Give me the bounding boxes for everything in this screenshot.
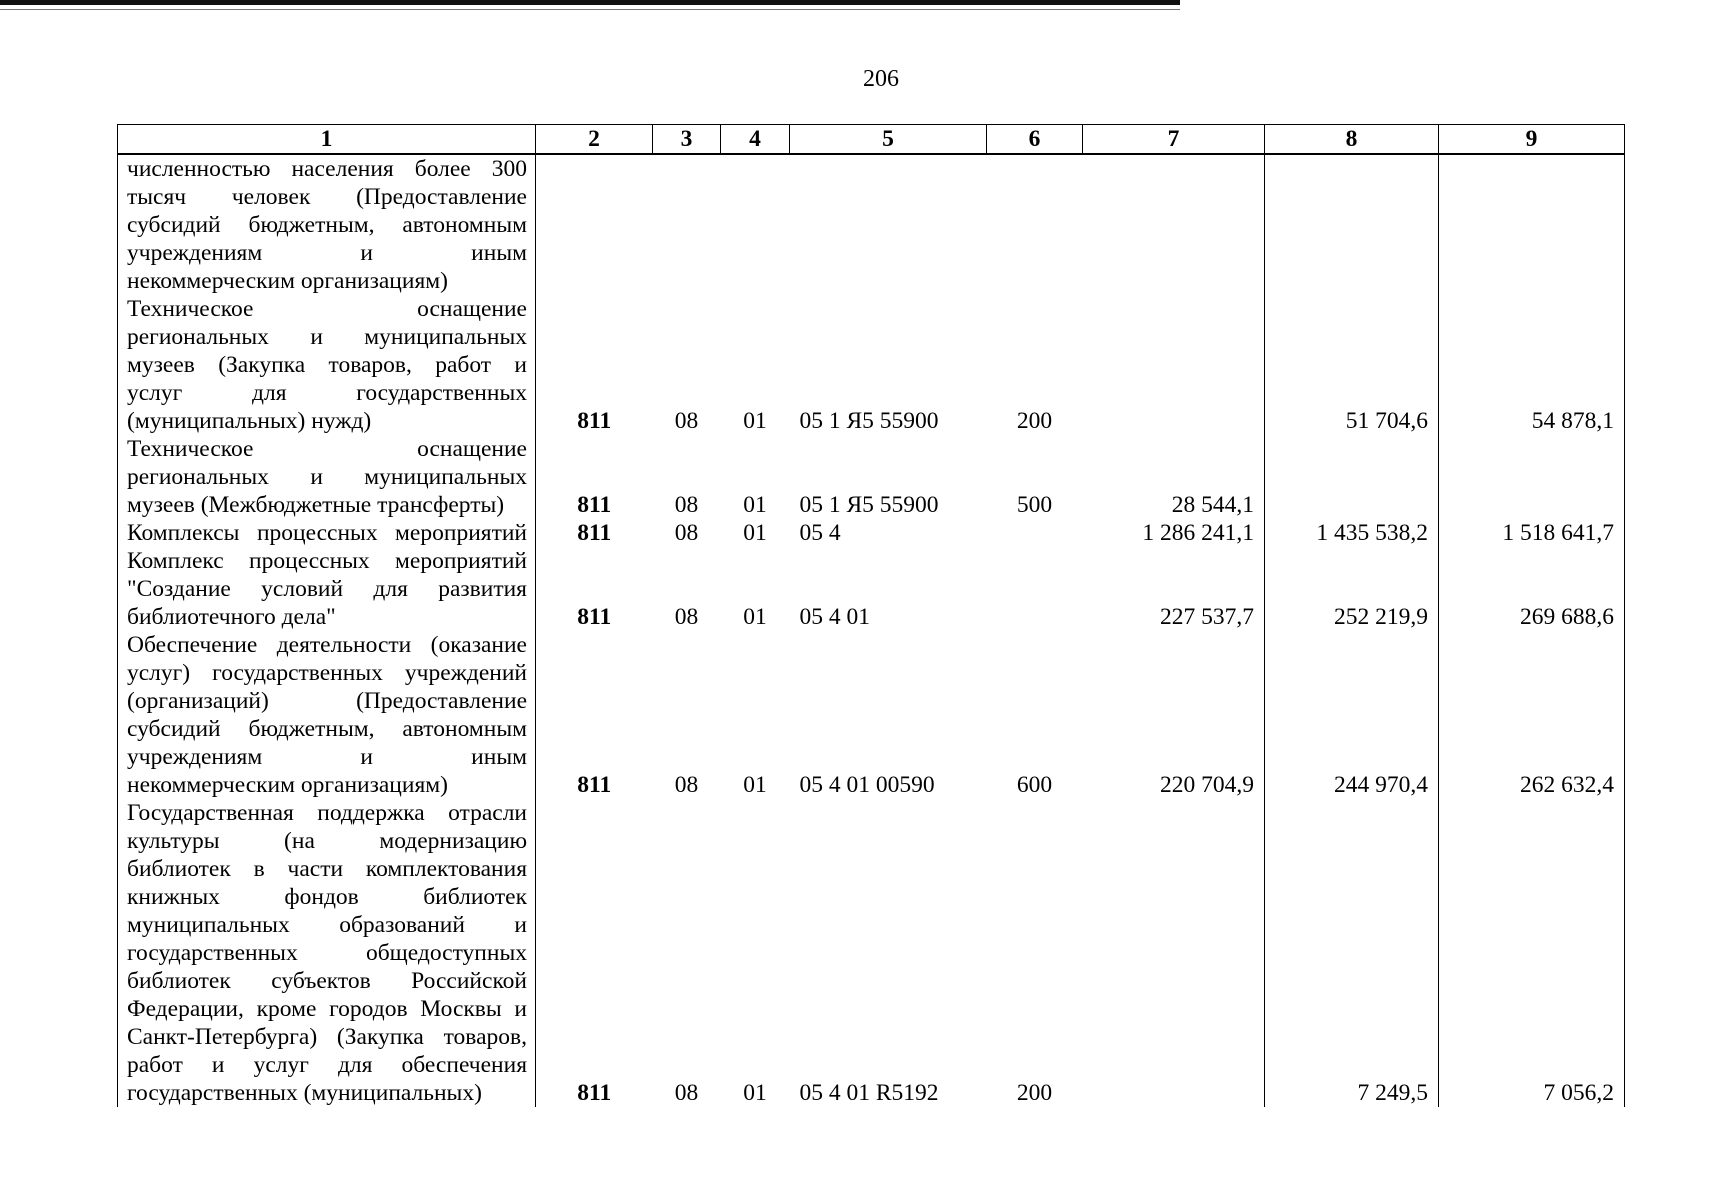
description-line: музеев (Закупка товаров, работ и — [127, 352, 527, 378]
row-description — [118, 799, 536, 1107]
row-description — [118, 631, 536, 799]
description-line: численностью населения более 300 — [127, 156, 527, 182]
description-line: работ и услуг для обеспечения — [127, 1052, 527, 1078]
description-line: некоммерческим организациям) — [127, 772, 448, 798]
amount-col8: 252 219,9 — [1265, 547, 1439, 631]
code-expense-type: 500 — [1016, 492, 1053, 518]
description-line: учреждениям и иным — [127, 240, 527, 266]
description-line: музеев (Межбюджетные трансферты) — [127, 492, 505, 518]
code-ministry: 811 — [577, 520, 612, 546]
column-header-1: 1 — [118, 125, 536, 155]
code-ministry: 811 — [577, 772, 612, 798]
amount-col8 — [1265, 154, 1439, 295]
code-subsection: 01 — [743, 408, 767, 434]
column-header-3: 3 — [653, 125, 721, 155]
code-expense-type: 200 — [1016, 408, 1053, 434]
code-section: 08 — [674, 772, 699, 798]
code-section: 08 — [674, 492, 699, 518]
column-header-2: 2 — [536, 125, 653, 155]
row-description — [118, 547, 536, 631]
description-line: (организаций) (Предоставление — [127, 688, 527, 714]
amount-col9: 7 056,2 — [1439, 799, 1625, 1107]
amount-col9: 269 688,6 — [1439, 547, 1625, 631]
table-row — [118, 154, 1625, 295]
page-number: 206 — [863, 66, 899, 92]
column-header-8: 8 — [1265, 125, 1439, 155]
code-expense-type — [987, 547, 1083, 631]
code-expense-type: 600 — [1016, 772, 1053, 798]
table-row — [118, 435, 1625, 519]
description-line: Государственная поддержка отрасли — [127, 800, 527, 826]
row-description — [118, 519, 536, 547]
amount-col7: 220 704,9 — [1083, 631, 1265, 799]
amount-col7: 1 286 241,1 — [1083, 519, 1265, 547]
code-target — [790, 154, 987, 295]
amount-col8: 7 249,5 — [1265, 799, 1439, 1107]
description-line: государственных общедоступных — [127, 940, 527, 966]
code-subsection: 01 — [743, 1080, 767, 1106]
description-line: "Создание условий для развития — [127, 576, 527, 602]
amount-col8 — [1265, 435, 1439, 519]
amount-col7 — [1083, 295, 1265, 435]
amount-col7: 227 537,7 — [1083, 547, 1265, 631]
code-expense-type: 200 — [1016, 1080, 1053, 1106]
description-line: библиотек в части комплектования — [127, 856, 527, 882]
code-subsection: 01 — [743, 520, 767, 546]
description-line: (муниципальных) нужд) — [127, 408, 372, 434]
code-ministry: 811 — [577, 1080, 612, 1106]
code-subsection: 01 — [743, 604, 767, 630]
code-subsection: 01 — [743, 492, 767, 518]
scan-edge-bar — [0, 0, 1180, 5]
amount-col7: 28 544,1 — [1083, 435, 1265, 519]
description-line: библиотечного дела" — [127, 604, 336, 630]
column-header-5: 5 — [790, 125, 987, 155]
table-body — [118, 154, 1625, 1107]
code-ministry — [536, 154, 653, 295]
code-subsection: 01 — [743, 772, 767, 798]
code-section: 08 — [674, 520, 699, 546]
amount-col8: 51 704,6 — [1265, 295, 1439, 435]
amount-col7 — [1083, 799, 1265, 1107]
column-header-9: 9 — [1439, 125, 1625, 155]
amount-col9: 1 518 641,7 — [1439, 519, 1625, 547]
row-description — [118, 435, 536, 519]
column-header-4: 4 — [721, 125, 790, 155]
code-section — [653, 154, 721, 295]
description-line: региональных и муниципальных — [127, 464, 527, 490]
table-row — [118, 547, 1625, 631]
table-row — [118, 799, 1625, 1107]
amount-col9: 262 632,4 — [1439, 631, 1625, 799]
amount-col7 — [1083, 154, 1265, 295]
amount-col8: 1 435 538,2 — [1265, 519, 1439, 547]
code-target: 05 1 Я5 55900 — [799, 492, 939, 518]
description-line: Комплекс процессных мероприятий — [127, 548, 527, 574]
amount-col9 — [1439, 435, 1625, 519]
code-expense-type — [987, 154, 1083, 295]
description-line: услуг для государственных — [127, 380, 527, 406]
description-line: субсидий бюджетным, автономным — [127, 716, 527, 742]
description-line: культуры (на модернизацию — [127, 828, 527, 854]
code-expense-type — [987, 519, 1083, 547]
table-row — [118, 295, 1625, 435]
table-row — [118, 519, 1625, 547]
description-line: Обеспечение деятельности (оказание — [127, 632, 527, 658]
code-ministry: 811 — [577, 492, 612, 518]
code-target: 05 4 — [799, 520, 841, 546]
column-header-6: 6 — [987, 125, 1083, 155]
budget-table — [117, 124, 1625, 1107]
description-line: Техническое оснащение — [127, 436, 527, 462]
description-line: Федерации, кроме городов Москвы и — [127, 996, 527, 1022]
description-line: Комплексы процессных мероприятий — [127, 520, 527, 546]
description-line: книжных фондов библиотек — [127, 884, 527, 910]
description-line: учреждениям и иным — [127, 744, 527, 770]
description-line: услуг) государственных учреждений — [127, 660, 527, 686]
row-description — [118, 295, 536, 435]
description-line: Санкт-Петербурга) (Закупка товаров, — [127, 1024, 527, 1050]
header-row — [118, 125, 1625, 155]
description-line: муниципальных образований и — [127, 912, 527, 938]
table-row — [118, 631, 1625, 799]
amount-col8: 244 970,4 — [1265, 631, 1439, 799]
row-description — [118, 154, 536, 295]
code-ministry: 811 — [577, 408, 612, 434]
description-line: тысяч человек (Предоставление — [127, 184, 527, 210]
code-target: 05 1 Я5 55900 — [799, 408, 939, 434]
code-section: 08 — [674, 408, 699, 434]
description-line: региональных и муниципальных — [127, 324, 527, 350]
description-line: Техническое оснащение — [127, 296, 527, 322]
description-line: государственных (муниципальных) — [127, 1080, 482, 1106]
code-section: 08 — [674, 604, 699, 630]
description-line: субсидий бюджетным, автономным — [127, 212, 527, 238]
amount-col9 — [1439, 154, 1625, 295]
scan-edge-line — [0, 9, 1180, 10]
description-line: библиотек субъектов Российской — [127, 968, 527, 994]
code-ministry: 811 — [577, 604, 612, 630]
code-subsection — [721, 154, 790, 295]
column-header-7: 7 — [1083, 125, 1265, 155]
amount-col9: 54 878,1 — [1439, 295, 1625, 435]
description-line: некоммерческим организациям) — [127, 268, 448, 294]
code-target: 05 4 01 — [799, 604, 870, 630]
code-target: 05 4 01 00590 — [799, 772, 935, 798]
code-section: 08 — [674, 1080, 699, 1106]
code-target: 05 4 01 R5192 — [799, 1080, 939, 1106]
